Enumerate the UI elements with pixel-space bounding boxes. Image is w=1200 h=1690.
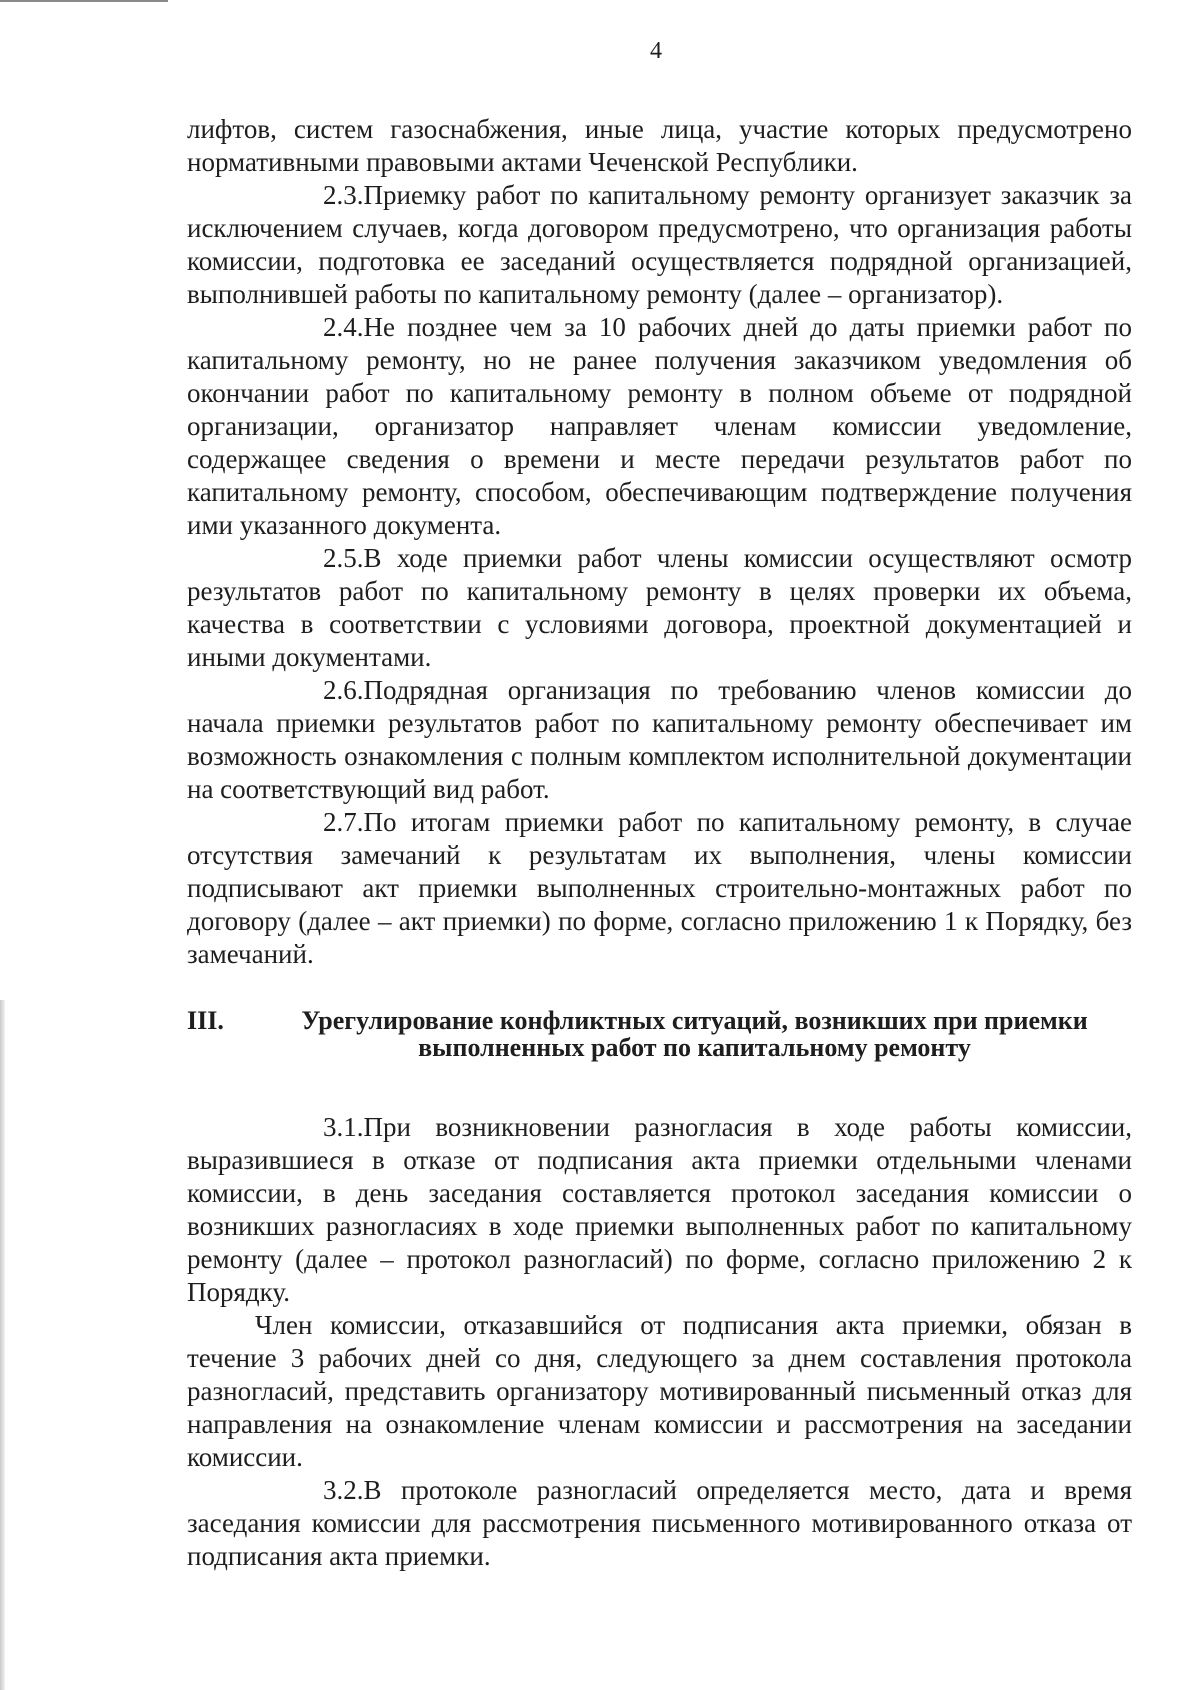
paragraph-3-1 xyxy=(187,1111,1132,1309)
paragraph-text: Приемку работ по капитальному ремонту организует заказчик за исключением случаев, когда договором предусмотрено, что организация работы комиссии, подготовка ее заседаний осуществляется подрядной организацией, выполнившей работы по капитальному ремонту (далее – организатор). xyxy=(187,180,1132,309)
paragraph-2-6 xyxy=(187,674,1132,806)
paragraph-number: 3.2. xyxy=(323,1475,364,1505)
paragraph-text: По итогам приемки работ по капитальному ремонту, в случае отсутствия замечаний к результатам их выполнения, члены комиссии подписывают акт приемки выполненных строительно-монтажных работ по договору (далее – акт приемки) по форме, согласно приложению 1 к Порядку, без замечаний. xyxy=(187,807,1132,969)
paragraph-number: 2.5. xyxy=(323,543,364,573)
paragraph-2-4 xyxy=(187,311,1132,542)
page-number: 4 xyxy=(650,38,662,64)
paragraph-number: 2.4. xyxy=(323,312,364,342)
paragraph-number: 2.7. xyxy=(323,807,364,837)
paragraph-number: 2.3. xyxy=(323,180,364,210)
paragraph-number: 3.1. xyxy=(323,1112,364,1142)
paragraph-text: При возникновении разногласия в ходе работы комиссии, выразившиеся в отказе от подписания акта приемки отдельными членами комиссии, в день заседания составляется протокол заседания комиссии о возникших разногласиях в ходе приемки выполненных работ по капитальному ремонту (далее – протокол разногласий) по форме, согласно приложению 2 к Порядку. xyxy=(187,1112,1132,1307)
paragraph-continuation xyxy=(187,113,1132,179)
paragraph-2-7 xyxy=(187,806,1132,971)
document-body xyxy=(187,113,1132,1573)
paragraph-3-2 xyxy=(187,1474,1132,1573)
paragraph-2-3 xyxy=(187,179,1132,311)
section-number: III. xyxy=(187,1006,224,1035)
section-heading-3 xyxy=(187,1007,1132,1061)
paragraph-text: В ходе приемки работ члены комиссии осуществляют осмотр результатов работ по капитальному ремонту в целях проверки их объема, качества в соответствии с условиями договора, проектной документацией и иными документами. xyxy=(187,543,1132,672)
section-title: Урегулирование конфликтных ситуаций, возникших при приемки выполненных работ по капитальному ремонту xyxy=(301,1006,1088,1062)
paragraph-3-1-cont xyxy=(187,1309,1132,1474)
scan-top-edge-line xyxy=(0,0,168,2)
paragraph-text: Член комиссии, отказавшийся от подписания акта приемки, обязан в течение 3 рабочих дней со дня, следующего за днем составления протокола разногласий, представить организатору мотивированный письменный отказ для направления на ознакомление членам комиссии и рассмотрения на заседании комиссии. xyxy=(187,1310,1132,1472)
scan-left-edge-shadow xyxy=(0,1000,5,1690)
paragraph-text: В протоколе разногласий определяется место, дата и время заседания комиссии для рассмотрения письменного мотивированного отказа от подписания акта приемки. xyxy=(187,1475,1132,1571)
paragraph-number: 2.6. xyxy=(323,675,364,705)
paragraph-2-5 xyxy=(187,542,1132,674)
paragraph-text: Не позднее чем за 10 рабочих дней до даты приемки работ по капитальному ремонту, но не ранее получения заказчиком уведомления об окончании работ по капитальному ремонту в полном объеме от подрядной организации, организатор направляет членам комиссии уведомление, содержащее сведения о времени и месте передачи результатов работ по капитальному ремонту, способом, обеспечивающим подтверждение получения ими указанного документа. xyxy=(187,312,1132,540)
paragraph-text: лифтов, систем газоснабжения, иные лица, участие которых предусмотрено нормативными правовыми актами Чеченской Республики. xyxy=(187,114,1132,177)
paragraph-text: Подрядная организация по требованию членов комиссии до начала приемки результатов работ по капитальному ремонту обеспечивает им возможность ознакомления с полным комплектом исполнительной документации на соответствующий вид работ. xyxy=(187,675,1132,804)
